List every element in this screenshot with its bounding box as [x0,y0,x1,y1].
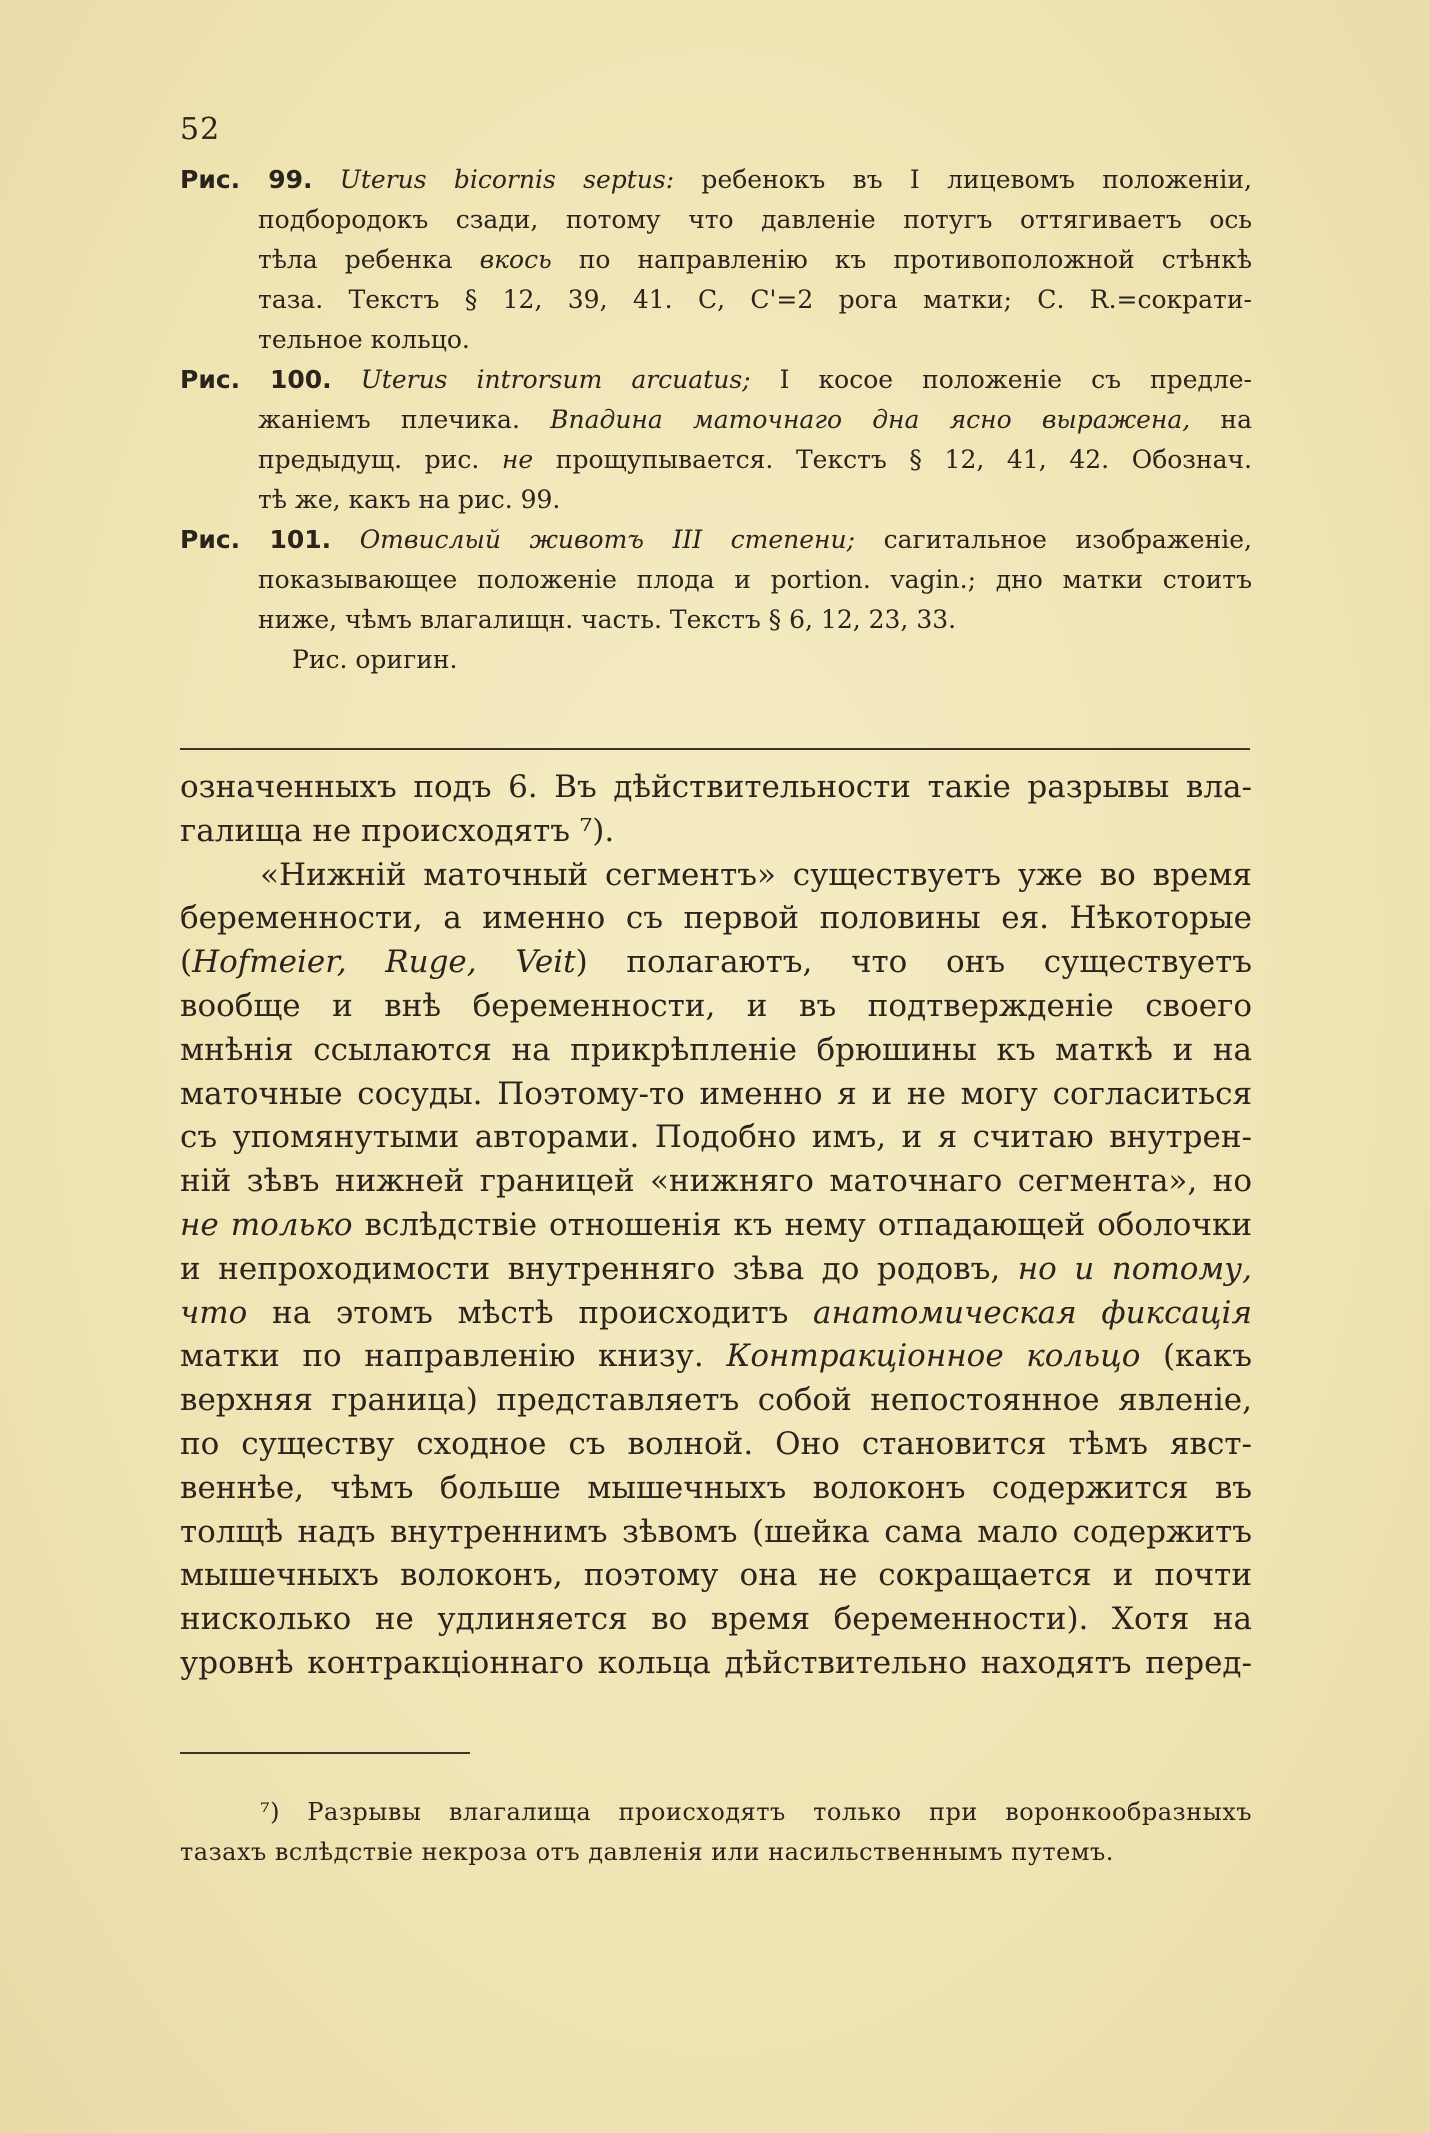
body-line: (Hofmeier, Ruge, Veit) полагаютъ, что онъ существуетъ [180,944,1252,981]
body-line: веннѣе, чѣмъ больше мышечныхъ волоконъ содержится въ [180,1469,1252,1506]
footnote [180,1792,1252,1872]
caption-99-line-5: тельное кольцо. [258,325,470,354]
figure-label: Рис. 101. [180,525,332,554]
body-line: и непроходимости внутренняго зѣва до родовъ, но и потому, [180,1250,1252,1287]
footnote-divider [180,1752,470,1754]
caption-99-line-2: подбородокъ сзади, потому что давленіе потугъ оттягиваетъ ось [258,205,1252,234]
caption-100-line-3: предыдущ. рис. не прощупывается. Текстъ § 12, 41, 42. Обознач. [258,445,1252,474]
caption-101-credit: Рис. оригин. [292,645,458,674]
body-line: нисколько не удлиняется во время беременности). Хотя на [180,1601,1252,1638]
body-line: мышечныхъ волоконъ, поэтому она не сокращается и почти [180,1557,1252,1594]
body-line: толщѣ надъ внутреннимъ зѣвомъ (шейка сама мало содержитъ [180,1513,1252,1550]
body-line: означенныхъ подъ 6. Въ дѣйствительности такіе разрывы вла- [180,769,1252,805]
body-line: матки по направленію книзу. Контракціонное кольцо (какъ [180,1338,1252,1375]
body-line: вообще и внѣ беременности, и въ подтвержденіе своего [180,987,1252,1024]
caption-100-line-1: Рис. 100. Uterus introrsum arcuatus; I косое положеніе съ предле- [180,365,1252,394]
footnote-line: тазахъ вслѣдствіе некроза отъ давленія или насильственнымъ путемъ. [180,1838,1114,1866]
caption-divider [180,748,1250,750]
body-line: ній зѣвъ нижней границей «нижняго маточнаго сегмента», но [180,1163,1252,1200]
figure-label: Рис. 99. [180,165,313,194]
body-text [180,766,1252,1686]
body-line: верхняя граница) представляетъ собой непостоянное явленіе, [180,1382,1252,1419]
caption-101-line-3: ниже, чѣмъ влагалищн. часть. Текстъ § 6, 12, 23, 33. [258,605,957,634]
figure-captions [180,160,1252,680]
caption-99-line-1: Рис. 99. Uterus bicornis septus: ребенокъ въ I лицевомъ положеніи, [180,165,1252,194]
body-line: маточные сосуды. Поэтому-то именно я и не могу согласиться [180,1075,1252,1112]
body-line: уровнѣ контракціоннаго кольца дѣйствительно находятъ перед- [180,1644,1252,1681]
caption-100-line-4: тѣ же, какъ на рис. 99. [258,485,561,514]
caption-101-line-1: Рис. 101. Отвислый животъ III степени; сагитальное изображеніе, [180,525,1252,554]
caption-99-line-4: таза. Текстъ § 12, 39, 41. С, С'=2 рога матки; С. R.=сократи- [258,285,1252,314]
footnote-line: ⁷) Разрывы влагалища происходятъ только при воронкообразныхъ [260,1798,1252,1826]
body-line: «Нижній маточный сегментъ» существуетъ уже во время [260,856,1252,893]
page-number: 52 [180,112,221,147]
body-line: по существу сходное съ волной. Оно становится тѣмъ явст- [180,1425,1252,1462]
body-line: галища не происходятъ ⁷). [180,812,615,849]
body-line: беременности, а именно съ первой половины ея. Нѣкоторые [180,900,1252,937]
caption-100-line-2: жаніемъ плечика. Впадина маточнаго дна ясно выражена, на [258,405,1252,434]
caption-101-line-2: показывающее положеніе плода и portion. vagin.; дно матки стоитъ [258,565,1252,594]
caption-99-line-3: тѣла ребенка вкось по направленію къ противоположной стѣнкѣ [258,245,1252,274]
body-line: мнѣнія ссылаются на прикрѣпленіе брюшины къ маткѣ и на [180,1031,1252,1068]
body-line: съ упомянутыми авторами. Подобно имъ, и я считаю внутрен- [180,1119,1252,1156]
figure-label: Рис. 100. [180,365,332,394]
body-line: что на этомъ мѣстѣ происходитъ анатомическая фиксація [180,1294,1252,1331]
body-line: не только вслѣдствіе отношенія къ нему отпадающей оболочки [180,1206,1252,1243]
